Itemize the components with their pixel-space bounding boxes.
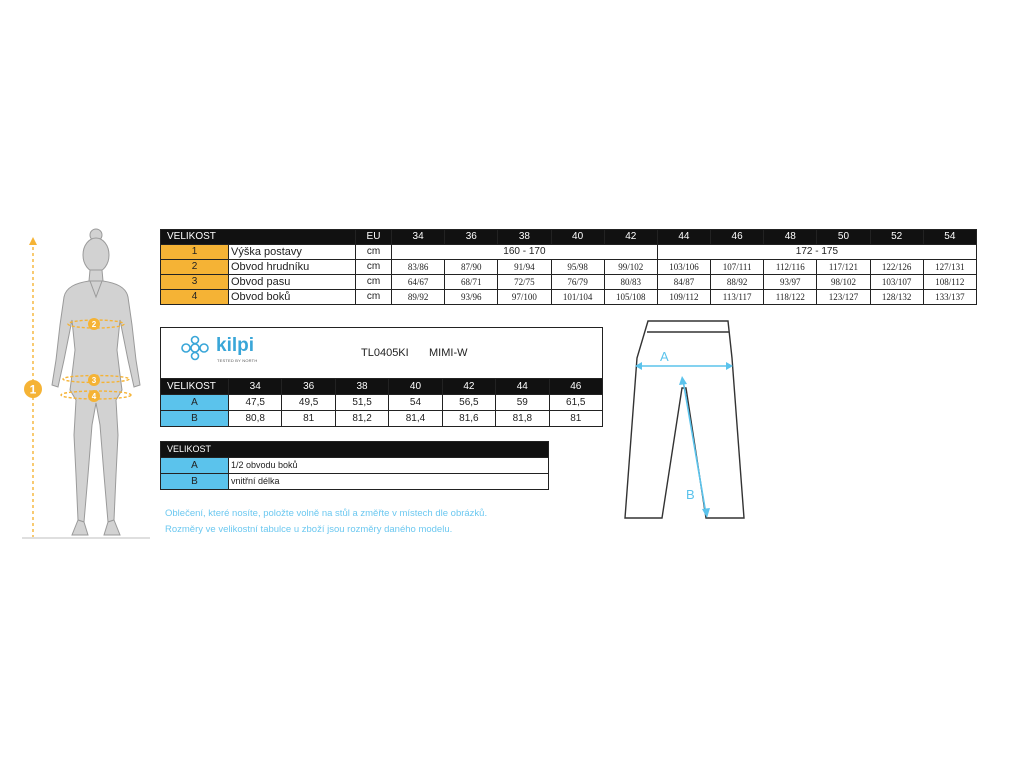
header-size-54: 54	[923, 230, 976, 245]
header-size-42: 42	[604, 230, 657, 245]
row-key: B	[161, 474, 229, 490]
size-table	[160, 229, 977, 305]
model-header-box	[160, 327, 603, 378]
table-cell: 112/116	[764, 260, 817, 275]
table-cell: 87/90	[445, 260, 498, 275]
table-cell: 103/106	[657, 260, 710, 275]
table-cell: 81	[282, 411, 335, 427]
marker-4-label: 4	[91, 392, 97, 401]
kilpi-logo-icon	[177, 335, 213, 361]
table-row	[161, 474, 549, 490]
header-size-46: 46	[549, 379, 602, 395]
header-size-44: 44	[496, 379, 549, 395]
table-cell: 107/111	[711, 260, 764, 275]
table-cell: 97/100	[498, 290, 551, 305]
table-cell: 99/102	[604, 260, 657, 275]
row-key: B	[161, 411, 229, 427]
table-cell: 80,8	[229, 411, 282, 427]
row-label: Obvod pasu	[229, 275, 356, 290]
header-size-36: 36	[445, 230, 498, 245]
table-cell: 81,2	[335, 411, 388, 427]
body-figure	[18, 225, 158, 545]
header-size-42: 42	[442, 379, 495, 395]
table-cell: 72/75	[498, 275, 551, 290]
table-row	[161, 245, 977, 260]
table-cell: 108/112	[923, 275, 976, 290]
table-cell: 101/104	[551, 290, 604, 305]
header-velikost: VELIKOST	[161, 230, 356, 245]
table-cell: 81,8	[496, 411, 549, 427]
row-unit: cm	[356, 290, 392, 305]
measure-a-label: A	[660, 349, 669, 364]
table-cell: 59	[496, 395, 549, 411]
table-row	[161, 260, 977, 275]
header-size-34: 34	[392, 230, 445, 245]
row-label: Výška postavy	[229, 245, 356, 260]
brand-tagline: TESTED BY NORTH	[217, 358, 258, 363]
table-cell: 123/127	[817, 290, 870, 305]
header-size-38: 38	[335, 379, 388, 395]
legend-table-header	[161, 442, 549, 458]
table-row	[161, 290, 977, 305]
height-range-cell: 172 - 175	[657, 245, 976, 260]
table-cell: 80/83	[604, 275, 657, 290]
table-cell: 93/97	[764, 275, 817, 290]
marker-3-label: 3	[91, 376, 97, 385]
legend-table	[160, 441, 549, 490]
table-cell: 54	[389, 395, 442, 411]
table-row	[161, 411, 603, 427]
table-cell: 117/121	[817, 260, 870, 275]
header-size-52: 52	[870, 230, 923, 245]
table-cell: 83/86	[392, 260, 445, 275]
model-table-header	[161, 379, 603, 395]
header-size-50: 50	[817, 230, 870, 245]
row-index: 2	[161, 260, 229, 275]
height-range-cell: 160 - 170	[392, 245, 658, 260]
table-cell: 133/137	[923, 290, 976, 305]
row-label: Obvod hrudníku	[229, 260, 356, 275]
header-size-46: 46	[711, 230, 764, 245]
table-cell: 103/107	[870, 275, 923, 290]
table-cell: 68/71	[445, 275, 498, 290]
header-size-38: 38	[498, 230, 551, 245]
table-row	[161, 458, 549, 474]
row-label: Obvod boků	[229, 290, 356, 305]
marker-2-label: 2	[91, 320, 97, 329]
table-cell: 127/131	[923, 260, 976, 275]
table-cell: 109/112	[657, 290, 710, 305]
table-cell: 81,4	[389, 411, 442, 427]
height-arrow-top	[29, 237, 37, 245]
table-cell: 49,5	[282, 395, 335, 411]
table-cell: 105/108	[604, 290, 657, 305]
measuring-note: Oblečení, které nosíte, položte volně na stůl a změřte v místech dle obrázků.	[165, 508, 488, 519]
row-description: 1/2 obvodu boků	[229, 458, 549, 474]
table-cell: 98/102	[817, 275, 870, 290]
table-cell: 76/79	[551, 275, 604, 290]
measure-b-label: B	[686, 487, 695, 502]
header-size-48: 48	[764, 230, 817, 245]
table-cell: 61,5	[549, 395, 602, 411]
table-cell: 118/122	[764, 290, 817, 305]
header-size-34: 34	[229, 379, 282, 395]
row-unit: cm	[356, 275, 392, 290]
model-size-table	[160, 378, 603, 427]
row-key: A	[161, 395, 229, 411]
header-velikost: VELIKOST	[161, 442, 549, 458]
table-cell: 56,5	[442, 395, 495, 411]
model-name: MIMI-W	[429, 347, 468, 359]
row-unit: cm	[356, 245, 392, 260]
brand-logo-text: kilpi	[216, 335, 255, 356]
size-table-header	[161, 230, 977, 245]
table-cell: 113/117	[711, 290, 764, 305]
table-cell: 91/94	[498, 260, 551, 275]
table-row	[161, 395, 603, 411]
table-cell: 47,5	[229, 395, 282, 411]
header-size-40: 40	[389, 379, 442, 395]
row-unit: cm	[356, 260, 392, 275]
table-cell: 84/87	[657, 275, 710, 290]
header-eu: EU	[356, 230, 392, 245]
header-size-36: 36	[282, 379, 335, 395]
table-cell: 128/132	[870, 290, 923, 305]
table-cell: 95/98	[551, 260, 604, 275]
header-size-40: 40	[551, 230, 604, 245]
table-cell: 93/96	[445, 290, 498, 305]
row-key: A	[161, 458, 229, 474]
table-cell: 51,5	[335, 395, 388, 411]
row-description: vnitřní délka	[229, 474, 549, 490]
row-index: 3	[161, 275, 229, 290]
pants-diagram	[620, 318, 750, 523]
row-index: 4	[161, 290, 229, 305]
row-index: 1	[161, 245, 229, 260]
marker-1-label: 1	[29, 382, 37, 397]
table-cell: 89/92	[392, 290, 445, 305]
table-cell: 81	[549, 411, 602, 427]
header-velikost: VELIKOST	[161, 379, 229, 395]
table-cell: 64/67	[392, 275, 445, 290]
pants-outline	[625, 321, 744, 518]
header-size-44: 44	[657, 230, 710, 245]
table-cell: 88/92	[711, 275, 764, 290]
model-code: TL0405KI	[361, 347, 409, 359]
model-dimensions-note: Rozměry ve velikostní tabulce u zboží jsou rozměry daného modelu.	[165, 524, 453, 535]
table-cell: 81,6	[442, 411, 495, 427]
table-cell: 122/126	[870, 260, 923, 275]
table-row	[161, 275, 977, 290]
